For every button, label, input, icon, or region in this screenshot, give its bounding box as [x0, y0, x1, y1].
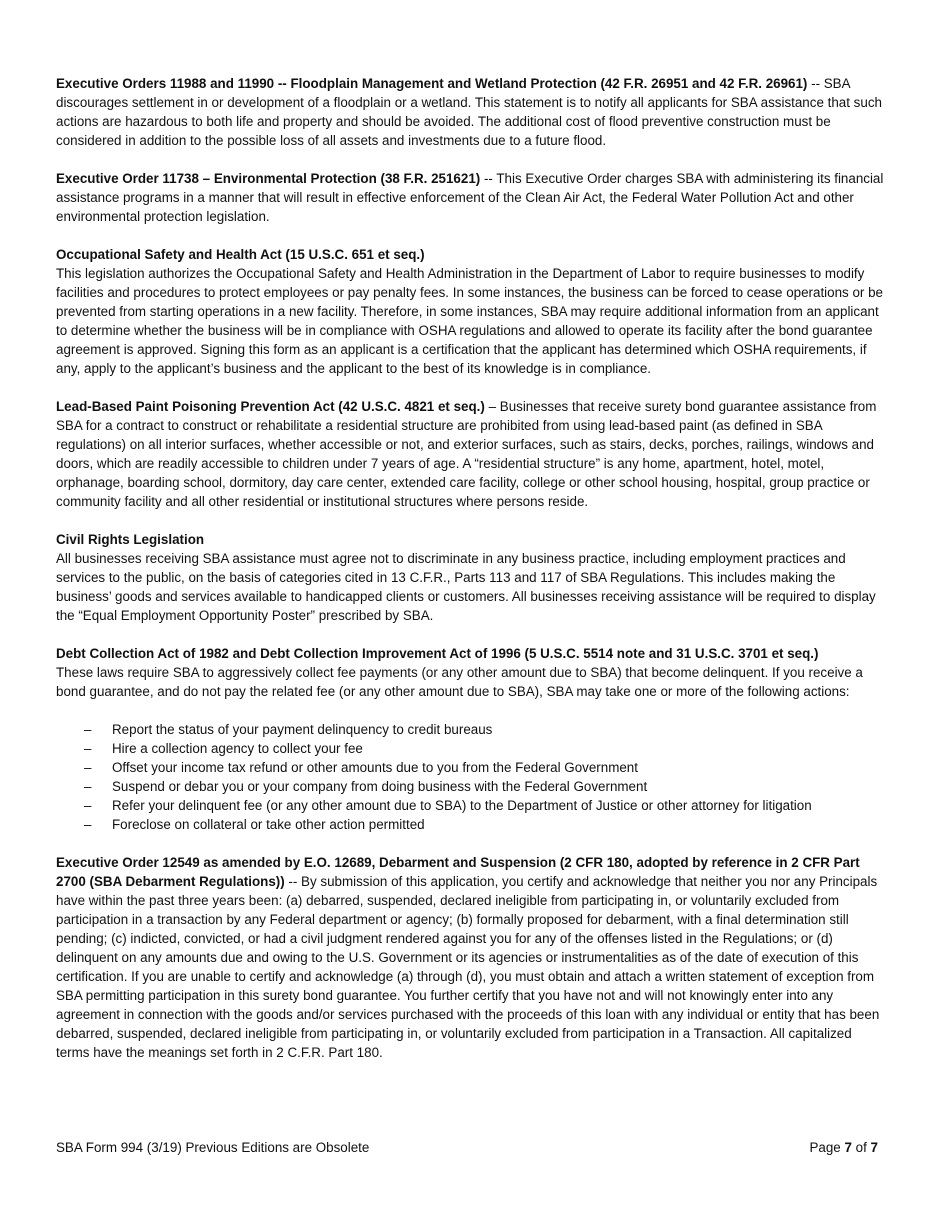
body-eo-12549: -- By submission of this application, you certify and acknowledge that neither you nor any Principals have within the past three years been: (a) debarred, suspended, declared ineligible from participating in, or voluntarily excluded from participation in a transaction by any Federal department or agency; (b) formally proposed for debarment, with a final determination still pending; (c) indicted, convicted, or had a civil judgment rendered against you for any of the offenses listed in the Regulations; or (d) delinquent on any amounts due and owing to the U.S. Government or its agencies or instrumentalities as of the date of execution of this certification. If you are unable to certify and acknowledge (a) through (d), you must obtain and attach a written statement of exception from SBA permitting participation in this surety bond guarantee. You further certify that you have not and will not knowingly enter into any agreement in connection with the goods and/or services purchased with the proceeds of this loan with any individual or entity that has been debarred, suspended, declared ineligible from participating in, or voluntarily excluded from participation in a Transaction. All capitalized terms have the meanings set forth in 2 C.F.R. Part 180. — [56, 874, 880, 1060]
page-prefix: Page — [809, 1140, 845, 1155]
page-number — [809, 1138, 878, 1157]
paragraph-eo-11738 — [56, 169, 888, 226]
paragraph-eo-11988 — [56, 74, 888, 150]
section-eo-11988 — [56, 74, 888, 150]
document-page — [56, 74, 888, 1081]
section-civil-rights — [56, 530, 888, 625]
form-identifier: SBA Form 994 (3/19) Previous Editions are Obsolete — [56, 1140, 370, 1155]
body-debt-collection: These laws require SBA to aggressively collect fee payments (or any other amount due to SBA) that become delinquent. If you receive a bond guarantee, and do not pay the related fee (or any other amount due to SBA), SBA may take one or more of the following actions: — [56, 665, 863, 699]
body-eo-11988: -- SBA discourages settlement in or development of a floodplain or a wetland. This statement is to notify all applicants for SBA assistance that such actions are hazardous to both life and property and should be avoided. The additional cost of flood preventive construction must be considered in addition to the possible loss of all assets and investments due to a future flood. — [56, 76, 882, 148]
list-item — [56, 720, 888, 739]
dash-bullet: – — [84, 779, 92, 794]
dash-bullet: – — [84, 760, 92, 775]
body-osha: This legislation authorizes the Occupational Safety and Health Administration in the Department of Labor to require businesses to modify facilities and procedures to protect employees or pay penalty fees. In some instances, the business can be forced to cease operations or be prevented from starting operations in a new facility. Therefore, in some instances, SBA may require additional information from an applicant to determine whether the business will be in compliance with OSHA regulations and allowed to operate its facility after the bond guarantee agreement is approved. Signing this form as an applicant is a certification that the applicant has determined which OSHA requirements, if any, apply to the applicant’s business and the applicant to the best of its knowledge is in compliance. — [56, 266, 883, 376]
paragraph-eo-12549 — [56, 853, 888, 1062]
list-item — [56, 739, 888, 758]
list-item — [56, 758, 888, 777]
section-debt-collection — [56, 644, 888, 701]
heading-civil-rights: Civil Rights Legislation — [56, 532, 205, 547]
heading-debt-collection: Debt Collection Act of 1982 and Debt Collection Improvement Act of 1996 (5 U.S.C. 5514 note and 31 U.S.C. 3701 et seq.) — [56, 646, 819, 661]
body-eo-11738: -- This Executive Order charges SBA with administering its financial assistance programs in a manner that will result in effective enforcement of the Clean Air Act, the Federal Water Pollution Act and other environmental protection legislation. — [56, 171, 884, 224]
list-item-text: Refer your delinquent fee (or any other amount due to SBA) to the Department of Justice or other attorney for litigation — [112, 798, 812, 813]
list-item-text: Hire a collection agency to collect your fee — [112, 741, 363, 756]
dash-bullet: – — [84, 722, 92, 737]
list-item — [56, 777, 888, 796]
section-lead-paint — [56, 397, 888, 511]
section-eo-11738 — [56, 169, 888, 226]
list-item-text: Suspend or debar you or your company from doing business with the Federal Government — [112, 779, 648, 794]
heading-osha: Occupational Safety and Health Act (15 U.S.C. 651 et seq.) — [56, 247, 425, 262]
list-item — [56, 796, 888, 815]
debt-collection-actions-list — [56, 720, 888, 834]
dash-bullet: – — [84, 741, 92, 756]
section-osha — [56, 245, 888, 378]
body-civil-rights: All businesses receiving SBA assistance must agree not to discriminate in any business practice, including employment practices and services to the public, on the basis of categories cited in 13 C.F.R., Parts 113 and 117 of SBA Regulations. This includes making the business’ goods and services available to handicapped clients or customers. All businesses receiving assistance will be required to display the “Equal Employment Opportunity Poster” prescribed by SBA. — [56, 551, 876, 623]
section-eo-12549 — [56, 853, 888, 1062]
dash-bullet: – — [84, 798, 92, 813]
heading-eo-11988: Executive Orders 11988 and 11990 -- Floodplain Management and Wetland Protection (42 F.R. 26951 and 42 F.R. 26961) — [56, 76, 808, 91]
heading-lead-paint: Lead-Based Paint Poisoning Prevention Act (42 U.S.C. 4821 et seq.) — [56, 399, 485, 414]
list-item-text: Foreclose on collateral or take other action permitted — [112, 817, 425, 832]
heading-eo-11738: Executive Order 11738 – Environmental Protection (38 F.R. 251621) — [56, 171, 481, 186]
list-item — [56, 815, 888, 834]
page-of: of — [851, 1140, 871, 1155]
page-current: 7 — [844, 1140, 852, 1155]
paragraph-lead-paint — [56, 397, 888, 511]
heading-eo-12549: Executive Order 12549 as amended by E.O. 12689, Debarment and Suspension (2 CFR 180, adopted by reference in 2 CFR Part 2700 (SBA Debarment Regulations)) — [56, 855, 860, 889]
body-lead-paint: – Businesses that receive surety bond guarantee assistance from SBA for a contract to construct or rehabilitate a residential structure are prohibited from using lead-based paint (as defined in SBA regulations) on all interior surfaces, whether accessible or not, and exterior surfaces, such as stairs, decks, porches, railings, windows and doors, which are readily accessible to children under 7 years of age. A “residential structure” is any home, apartment, hotel, motel, orphanage, boarding school, dormitory, day care center, extended care facility, college or other school housing, hospital, group practice or community facility and all other residential or institutional structures where persons reside. — [56, 399, 877, 509]
list-item-text: Report the status of your payment delinquency to credit bureaus — [112, 722, 493, 737]
list-item-text: Offset your income tax refund or other amounts due to you from the Federal Government — [112, 760, 638, 775]
page-total: 7 — [870, 1140, 878, 1155]
dash-bullet: – — [84, 817, 92, 832]
